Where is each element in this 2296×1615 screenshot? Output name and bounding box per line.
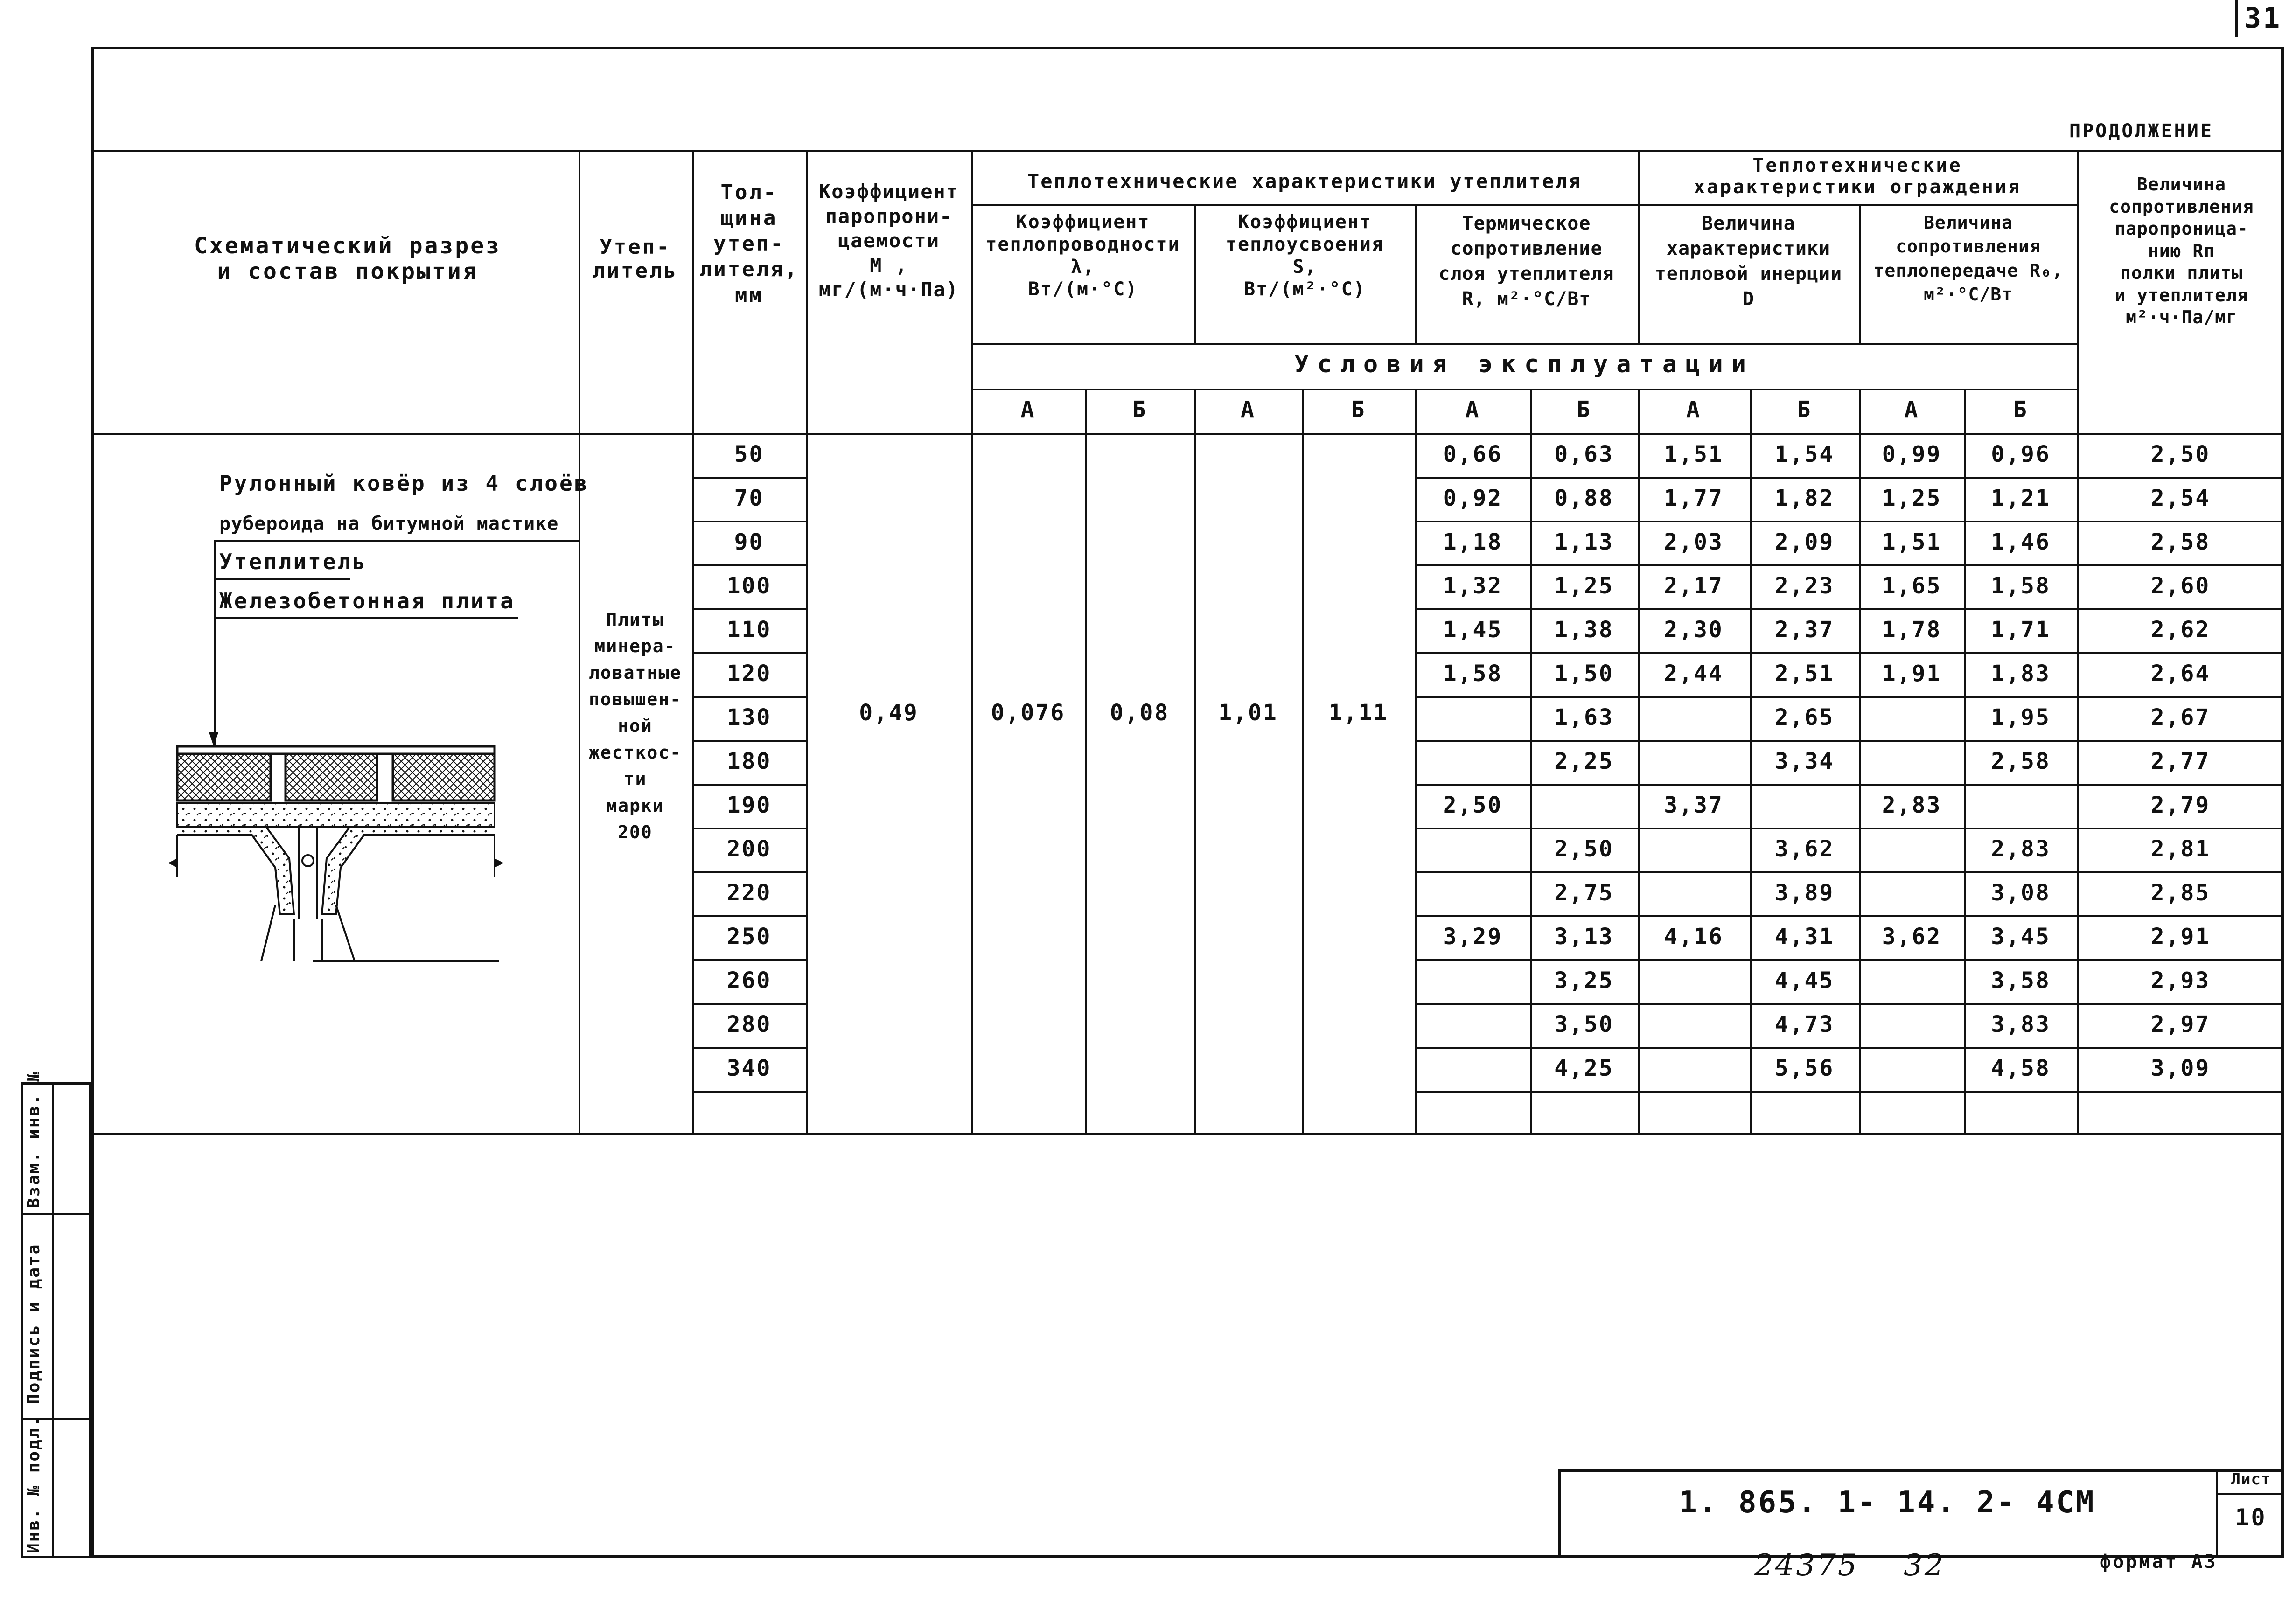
cell-r0b: 2,58 — [1991, 748, 2051, 774]
row-divider — [692, 521, 806, 522]
schema-underline-1 — [215, 540, 579, 542]
schema-underline-2 — [215, 578, 350, 580]
cond-label-d-a: А — [1686, 397, 1701, 423]
cell-da: 1,51 — [1664, 441, 1724, 467]
row-divider — [1415, 1047, 2284, 1049]
header-heat-transfer: Величина сопротивления теплопередаче R₀, м²·°С/Вт — [1873, 212, 2063, 305]
schema-leader-line — [214, 540, 216, 745]
cell-db: 2,09 — [1774, 529, 1835, 555]
cell-r0b: 0,96 — [1991, 441, 2051, 467]
stamp-vzam-inv: Взам. инв. № — [24, 1070, 43, 1208]
cell-t: 100 — [726, 573, 772, 599]
cell-t: 70 — [734, 485, 764, 511]
cell-da: 2,30 — [1664, 617, 1724, 643]
row-divider — [692, 564, 806, 566]
cell-da: 2,17 — [1664, 573, 1724, 599]
cell-rp: 2,62 — [2150, 617, 2211, 643]
continuation-label: ПРОДОЛЖЕНИЕ — [2069, 120, 2213, 142]
value-mu: 0,49 — [859, 700, 919, 726]
schema-underline-3 — [215, 617, 518, 619]
cell-rp: 2,58 — [2150, 529, 2211, 555]
page-number-divider — [2235, 0, 2238, 37]
value-s-b: 1,11 — [1328, 700, 1389, 726]
cell-r0b: 3,08 — [1991, 880, 2051, 906]
row-divider — [1415, 871, 2284, 873]
cell-db: 2,23 — [1774, 573, 1835, 599]
cell-da: 1,77 — [1664, 485, 1724, 511]
row-divider — [692, 1091, 806, 1093]
cell-rp: 3,09 — [2150, 1055, 2211, 1081]
header-enclosure-group: Теплотехнические характеристики ограждения — [1693, 155, 2022, 198]
cell-t: 220 — [726, 880, 772, 906]
cell-rb: 3,50 — [1554, 1011, 1614, 1037]
schema-label-rc-slab: Железобетонная плита — [219, 588, 515, 613]
cell-rp: 2,67 — [2150, 704, 2211, 731]
cell-db: 3,34 — [1774, 748, 1835, 774]
row-divider — [692, 784, 806, 786]
cond-label-s-a: А — [1241, 397, 1256, 423]
cell-rp: 2,54 — [2150, 485, 2211, 511]
cell-ra: 0,66 — [1443, 441, 1503, 467]
cell-t: 130 — [726, 704, 772, 731]
row-divider — [1415, 696, 2284, 698]
row-divider — [692, 1003, 806, 1005]
cell-rp: 2,91 — [2150, 924, 2211, 950]
cell-db: 1,82 — [1774, 485, 1835, 511]
cell-rp: 2,93 — [2150, 968, 2211, 994]
cond-label-r0-b: Б — [2013, 397, 2028, 423]
cell-da: 4,16 — [1664, 924, 1724, 950]
insulation-material: Плиты минера- ловатные повышен- ной жесткос- ти марки 200 — [588, 609, 682, 842]
value-s-a: 1,01 — [1218, 700, 1278, 726]
inventory-number-2: 32 — [1904, 1548, 1946, 1583]
cell-r0a: 3,62 — [1882, 924, 1942, 950]
cell-t: 190 — [726, 792, 772, 818]
header-thermal-inertia: Величина характеристики тепловой инерции D — [1654, 213, 1842, 310]
cell-ra: 1,45 — [1443, 617, 1503, 643]
cell-rp: 2,60 — [2150, 573, 2211, 599]
cell-rb: 4,25 — [1554, 1055, 1614, 1081]
cell-rb: 0,88 — [1554, 485, 1614, 511]
cond-label-r-b: Б — [1577, 397, 1591, 423]
header-operating-conditions: Условия эксплуатации — [1294, 350, 1755, 378]
arrow-head — [209, 732, 218, 746]
format-label: формат А3 — [2100, 1551, 2218, 1573]
cell-r0b: 1,71 — [1991, 617, 2051, 643]
cell-r0b: 3,45 — [1991, 924, 2051, 950]
cell-r0b: 3,58 — [1991, 968, 2051, 994]
row-divider — [692, 608, 806, 610]
cell-rb: 1,25 — [1554, 573, 1614, 599]
cell-r0b: 2,83 — [1991, 836, 2051, 862]
row-divider — [1415, 521, 2284, 522]
row-divider — [1415, 1091, 2284, 1093]
cell-ra: 1,18 — [1443, 529, 1503, 555]
cell-db: 4,31 — [1774, 924, 1835, 950]
header-insulation: Утеп- литель — [593, 235, 678, 283]
cell-r0a: 1,78 — [1882, 617, 1942, 643]
cond-label-lambda-b: Б — [1132, 397, 1147, 423]
cell-db: 5,56 — [1774, 1055, 1835, 1081]
cell-r0b: 1,83 — [1991, 661, 2051, 687]
row-divider — [692, 871, 806, 873]
cell-rp: 2,81 — [2150, 836, 2211, 862]
cond-label-d-b: Б — [1797, 397, 1812, 423]
cond-label-s-b: Б — [1351, 397, 1366, 423]
row-divider — [692, 915, 806, 917]
cell-rb: 0,63 — [1554, 441, 1614, 467]
row-divider — [1415, 564, 2284, 566]
sheet-label: Лист — [2231, 1470, 2271, 1489]
cell-rb: 1,63 — [1554, 704, 1614, 731]
cell-t: 110 — [726, 617, 772, 643]
page-number: 31 — [2244, 2, 2282, 35]
header-vapor-resistance: Величина сопротивления паропроница- нию Rп полки плиты и утеплителя м²·ч·Па/мг — [2109, 174, 2254, 327]
cell-t: 200 — [726, 836, 772, 862]
cell-t: 280 — [726, 1011, 772, 1037]
cell-ra: 1,32 — [1443, 573, 1503, 599]
cell-t: 340 — [726, 1055, 772, 1081]
row-divider — [692, 696, 806, 698]
row-divider — [1415, 608, 2284, 610]
value-lambda-a: 0,076 — [991, 700, 1066, 726]
stamp-inv-podl: Инв. № подл. — [24, 1415, 43, 1553]
cell-ra: 1,58 — [1443, 661, 1503, 687]
cell-r0a: 1,51 — [1882, 529, 1942, 555]
row-divider — [692, 1047, 806, 1049]
cell-rp: 2,50 — [2150, 441, 2211, 467]
row-divider — [692, 959, 806, 961]
cell-rp: 2,77 — [2150, 748, 2211, 774]
row-divider — [692, 740, 806, 742]
header-insulation-group: Теплотехнические характеристики утеплителя — [1027, 170, 1582, 193]
cell-rp: 2,97 — [2150, 1011, 2211, 1037]
cell-r0b: 1,21 — [1991, 485, 2051, 511]
row-divider — [1415, 828, 2284, 829]
cell-r0a: 1,91 — [1882, 661, 1942, 687]
stamp-sign-date: Подпись и дата — [24, 1243, 43, 1404]
row-divider — [1415, 959, 2284, 961]
cell-t: 260 — [726, 968, 772, 994]
header-thermal-resistance: Термическое сопротивление слоя утеплителя R, м²·°С/Вт — [1438, 213, 1614, 310]
cell-db: 1,54 — [1774, 441, 1835, 467]
cell-t: 90 — [734, 529, 764, 555]
cell-rp: 2,64 — [2150, 661, 2211, 687]
row-divider — [1415, 652, 2284, 654]
cell-db: 4,45 — [1774, 968, 1835, 994]
cell-ra: 2,50 — [1443, 792, 1503, 818]
cell-t: 120 — [726, 661, 772, 687]
cell-r0a: 1,25 — [1882, 485, 1942, 511]
row-divider — [1415, 784, 2284, 786]
cell-ra: 0,92 — [1443, 485, 1503, 511]
cell-t: 180 — [726, 748, 772, 774]
cell-t: 50 — [734, 441, 764, 467]
cell-db: 4,73 — [1774, 1011, 1835, 1037]
header-schema: Схематический разрез и состав покрытия — [194, 233, 501, 285]
cell-r0b: 4,58 — [1991, 1055, 2051, 1081]
cond-label-r-a: А — [1465, 397, 1480, 423]
cell-ra: 3,29 — [1443, 924, 1503, 950]
cell-rb: 2,75 — [1554, 880, 1614, 906]
schema-label-roll-carpet: Рулонный ковёр из 4 слоёв — [219, 471, 589, 496]
cell-da: 2,44 — [1664, 661, 1724, 687]
cell-r0b: 1,46 — [1991, 529, 2051, 555]
cell-db: 3,62 — [1774, 836, 1835, 862]
cell-r0a: 1,65 — [1882, 573, 1942, 599]
cell-rb: 1,38 — [1554, 617, 1614, 643]
header-thickness: Тол- щина утеп- лителя, мм — [699, 181, 799, 307]
row-divider — [1415, 740, 2284, 742]
header-vapor-permeability: Коэффициент паропрони- цаемости М , мг/(м·ч·Па) — [818, 180, 959, 301]
cell-rb: 3,25 — [1554, 968, 1614, 994]
schema-label-insulation: Утеплитель — [219, 549, 367, 574]
row-divider — [1415, 1003, 2284, 1005]
cell-r0b: 3,83 — [1991, 1011, 2051, 1037]
sheet-number: 10 — [2235, 1504, 2267, 1531]
row-divider — [692, 477, 806, 479]
value-lambda-b: 0,08 — [1110, 700, 1170, 726]
cell-da: 2,03 — [1664, 529, 1724, 555]
cell-rp: 2,85 — [2150, 880, 2211, 906]
cell-rb: 1,50 — [1554, 661, 1614, 687]
row-divider — [1415, 915, 2284, 917]
row-divider — [1415, 477, 2284, 479]
doc-code: 1. 865. 1- 14. 2- 4СМ — [1679, 1485, 2096, 1520]
cell-r0a: 2,83 — [1882, 792, 1942, 818]
inventory-number: 24375 — [1754, 1548, 1859, 1583]
cond-label-lambda-a: А — [1020, 397, 1036, 423]
cell-rb: 2,50 — [1554, 836, 1614, 862]
cell-db: 2,51 — [1774, 661, 1835, 687]
cell-rb: 2,25 — [1554, 748, 1614, 774]
cell-rb: 3,13 — [1554, 924, 1614, 950]
header-absorption: Коэффициент теплоусвоения S, Вт/(м²·°С) — [1225, 211, 1384, 300]
cell-db: 3,89 — [1774, 880, 1835, 906]
cell-t: 250 — [726, 924, 772, 950]
cell-db: 2,65 — [1774, 704, 1835, 731]
schema-label-ruberoid: рубероида на битумной мастике — [219, 513, 559, 535]
roof-section-drawing — [159, 728, 527, 970]
cell-rp: 2,79 — [2150, 792, 2211, 818]
cell-db: 2,37 — [1774, 617, 1835, 643]
cell-r0a: 0,99 — [1882, 441, 1942, 467]
cell-da: 3,37 — [1664, 792, 1724, 818]
row-divider — [692, 652, 806, 654]
cell-r0b: 1,95 — [1991, 704, 2051, 731]
cell-r0b: 1,58 — [1991, 573, 2051, 599]
header-conductivity: Коэффициент теплопроводности λ, Вт/(м·°С) — [985, 211, 1180, 300]
row-divider — [692, 828, 806, 829]
cond-label-r0-a: А — [1904, 397, 1919, 423]
cell-rb: 1,13 — [1554, 529, 1614, 555]
